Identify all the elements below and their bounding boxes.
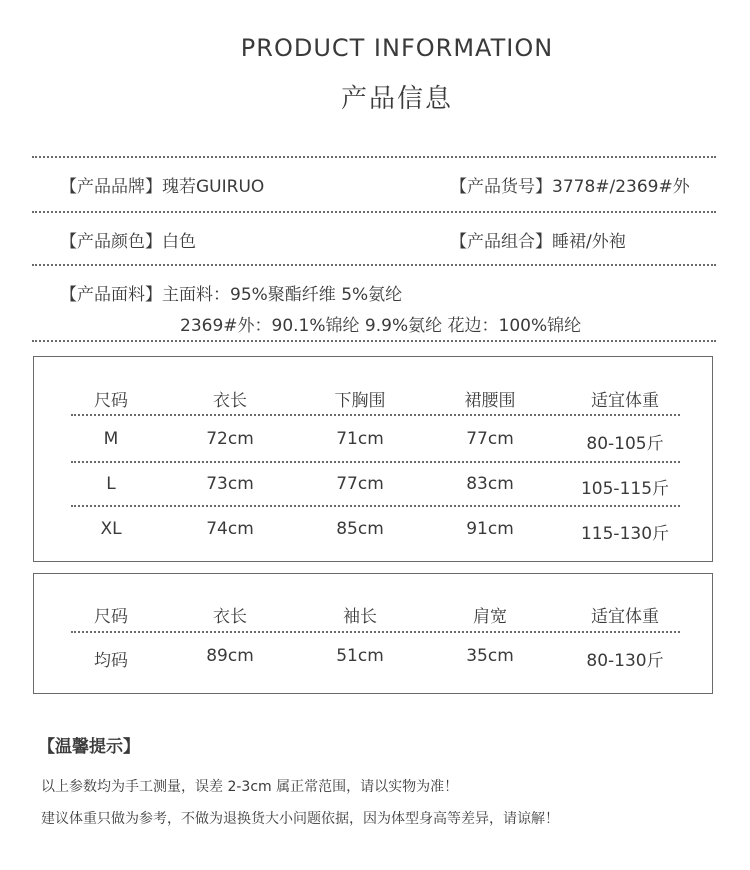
table-cell: 115-130斤	[580, 524, 670, 544]
table-cell: 80-130斤	[586, 651, 664, 671]
table-header-cell: 肩宽	[473, 607, 507, 627]
tips-text: 以上参数均为手工测量，误差 2-3cm 属正常范围，请以实物为准！	[41, 779, 459, 795]
table-cell: 51cm	[336, 646, 384, 666]
divider	[32, 264, 716, 266]
table-cell: 80-105斤	[586, 434, 664, 454]
table-cell: 72cm	[206, 429, 254, 449]
table-cell: L	[106, 474, 116, 494]
divider	[32, 340, 716, 342]
info-brand: 【产品品牌】瑰若GUIRUO	[60, 177, 265, 197]
table-header-cell: 尺码	[94, 391, 128, 411]
table-cell: M	[103, 429, 119, 449]
table-cell: 71cm	[336, 429, 384, 449]
size-table-dress	[33, 356, 713, 562]
table-cell: 77cm	[336, 474, 384, 494]
size-table-robe	[33, 573, 713, 694]
table-header-cell: 裙腰围	[464, 391, 516, 411]
page-title-en: PRODUCT INFORMATION	[240, 34, 554, 62]
table-header-cell: 适宜体重	[591, 607, 659, 627]
divider	[71, 414, 680, 416]
tips-text: 建议体重只做为参考，不做为退换货大小问题依据，因为体型身高等差异，请谅解！	[41, 811, 559, 827]
table-cell: 73cm	[206, 474, 254, 494]
table-cell: 83cm	[466, 474, 514, 494]
tips-heading: 【温馨提示】	[38, 737, 140, 757]
table-cell: 89cm	[206, 646, 254, 666]
divider	[71, 461, 680, 463]
table-header-cell: 下胸围	[334, 391, 386, 411]
info-fabric: 【产品面料】主面料：95%聚酯纤维 5%氨纶	[60, 285, 403, 305]
table-cell: 105-115斤	[580, 479, 670, 499]
table-cell: XL	[100, 519, 122, 539]
page-title-cn: 产品信息	[340, 84, 453, 114]
divider	[32, 211, 716, 213]
info-sku: 【产品货号】3778#/2369#外	[450, 177, 690, 197]
info-fabric-extra: 2369#外：90.1%锦纶 9.9%氨纶 花边：100%锦纶	[180, 316, 582, 336]
table-header-cell: 衣长	[213, 607, 247, 627]
table-cell: 85cm	[336, 519, 384, 539]
divider	[71, 631, 680, 633]
table-cell: 35cm	[466, 646, 514, 666]
table-cell: 91cm	[466, 519, 514, 539]
table-header-cell: 尺码	[94, 607, 128, 627]
table-header-cell: 适宜体重	[591, 391, 659, 411]
table-cell: 74cm	[206, 519, 254, 539]
divider	[32, 156, 716, 158]
table-header-cell: 袖长	[343, 607, 377, 627]
table-cell: 77cm	[466, 429, 514, 449]
info-color: 【产品颜色】白色	[60, 232, 196, 252]
table-header-cell: 衣长	[213, 391, 247, 411]
info-combo: 【产品组合】睡裙/外袍	[450, 232, 626, 252]
divider	[71, 505, 680, 507]
table-cell: 均码	[94, 651, 128, 671]
